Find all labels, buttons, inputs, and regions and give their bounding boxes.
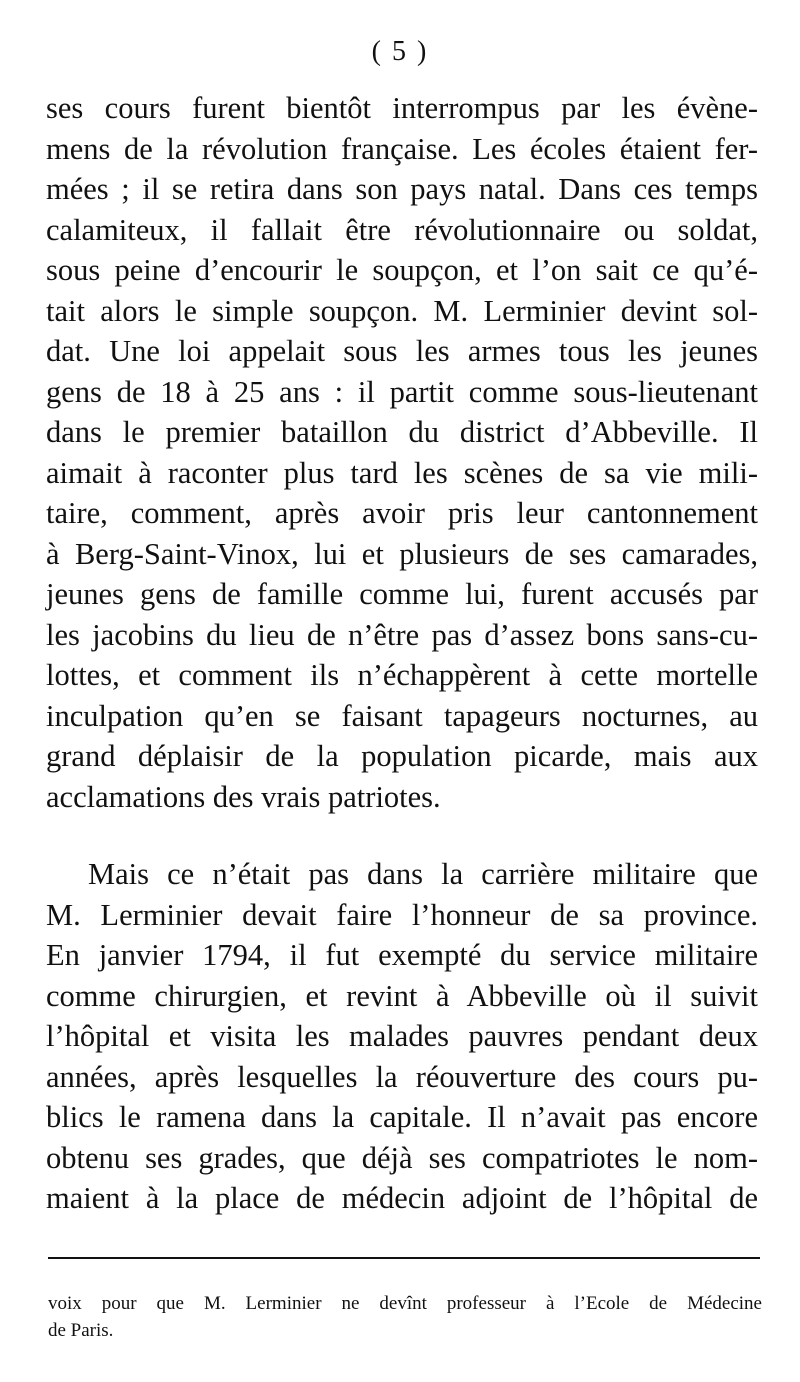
text-line: taire, comment, après avoir pris leur cantonnement	[46, 496, 758, 530]
text-line: gens de 18 à 25 ans : il partit comme sous-lieutenant	[46, 374, 758, 409]
text-line: obtenu ses grades, que déjà ses compatriotes le nom-	[46, 1140, 758, 1175]
text-line: lottes, et comment ils n’échappèrent à cette mortelle	[46, 658, 758, 692]
text-line: années, après lesquelles la réouverture des cours pu-	[46, 1059, 758, 1094]
text-line: tait alors le simple soupçon. M. Lerminier devint sol-	[46, 293, 758, 328]
text-line: sous peine d’encourir le soupçon, et l’on sait ce qu’é-	[46, 253, 758, 287]
footnote-line: de Paris.	[48, 1320, 114, 1341]
text-line: En janvier 1794, il fut exempté du service militaire	[46, 938, 758, 972]
paragraph-2	[46, 854, 758, 1219]
footnote-line: voix pour que M. Lerminier ne devînt professeur à l’Ecole de Médecine	[48, 1293, 762, 1314]
text-line: dans le premier bataillon du district d’Abbeville. Il	[46, 415, 758, 449]
text-line: inculpation qu’en se faisant tapageurs nocturnes, au	[46, 698, 758, 733]
text-line: Mais ce n’était pas dans la carrière militaire que	[88, 857, 758, 891]
footnote-divider	[48, 1257, 760, 1259]
footnote	[48, 1290, 762, 1344]
text-line: jeunes gens de famille comme lui, furent accusés par	[46, 577, 758, 611]
text-line: à Berg-Saint-Vinox, lui et plusieurs de ses camarades,	[46, 536, 758, 571]
text-line: M. Lerminier devait faire l’honneur de sa province.	[46, 897, 758, 932]
text-line: comme chirurgien, et revint à Abbeville où il suivit	[46, 978, 758, 1013]
page-number: ( 5 )	[371, 36, 429, 67]
text-line: blics le ramena dans la capitale. Il n’avait pas encore	[46, 1100, 758, 1134]
paragraph-1	[46, 88, 758, 817]
text-line: mens de la révolution française. Les écoles étaient fer-	[46, 131, 758, 166]
text-line: l’hôpital et visita les malades pauvres pendant deux	[46, 1019, 758, 1053]
text-line: maient à la place de médecin adjoint de l’hôpital de	[46, 1181, 758, 1215]
text-line: les jacobins du lieu de n’être pas d’assez bons sans-cu-	[46, 617, 758, 652]
text-line: ses cours furent bientôt interrompus par les évène-	[46, 91, 758, 125]
text-line: calamiteux, il fallait être révolutionnaire ou soldat,	[46, 212, 758, 247]
text-line: acclamations des vrais patriotes.	[46, 779, 441, 814]
text-line: mées ; il se retira dans son pays natal. Dans ces temps	[46, 172, 758, 206]
text-line: dat. Une loi appelait sous les armes tous les jeunes	[46, 334, 758, 368]
text-line: aimait à raconter plus tard les scènes de sa vie mili-	[46, 455, 758, 490]
text-line: grand déplaisir de la population picarde, mais aux	[46, 739, 758, 773]
